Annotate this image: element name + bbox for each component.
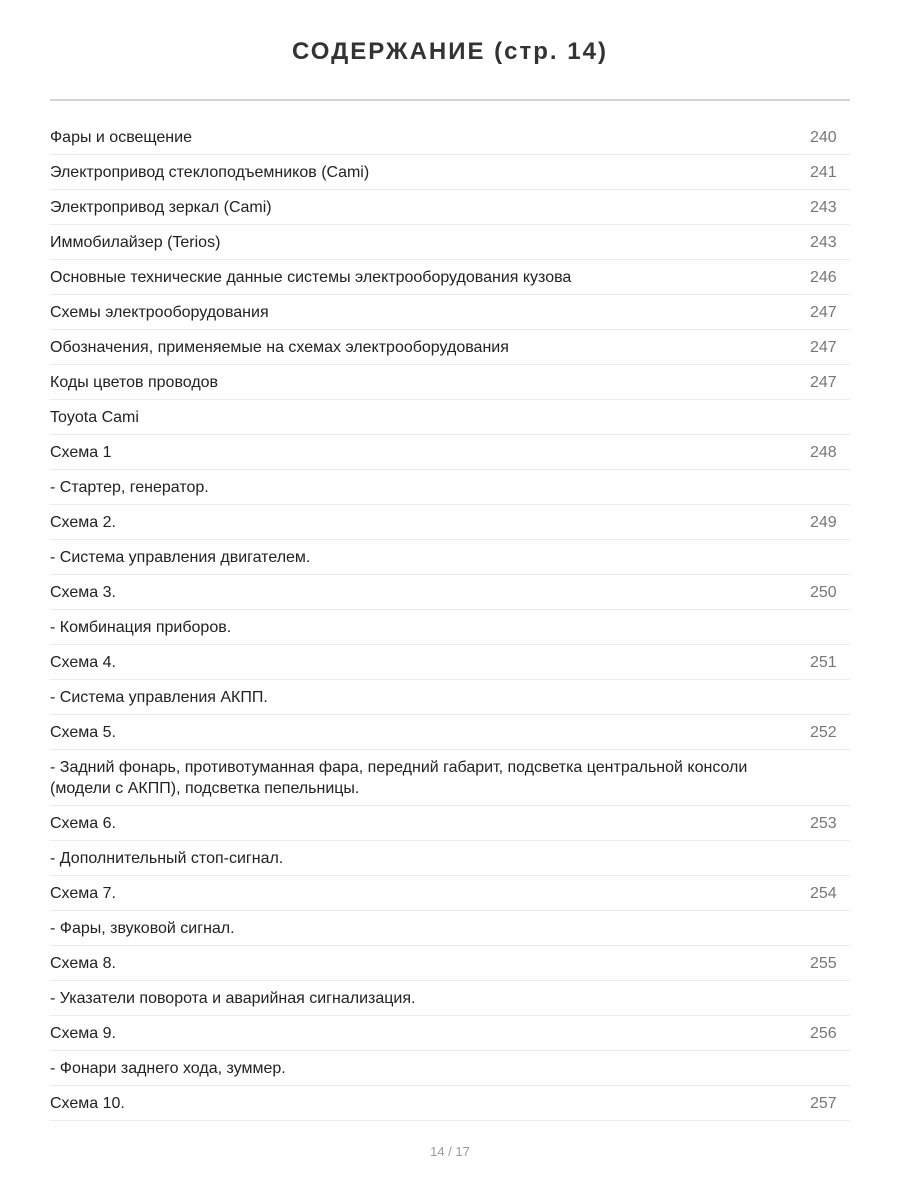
toc-entry[interactable] [50, 981, 850, 1016]
toc-entry-title: Toyota Cami [50, 409, 139, 426]
title-divider [50, 99, 850, 101]
toc-entry-page-number: 247 [810, 304, 837, 321]
toc-entry[interactable] [50, 911, 850, 946]
toc-entry-title: Обозначения, применяемые на схемах электрооборудования [50, 339, 509, 356]
toc-entry[interactable] [50, 575, 850, 610]
toc-entry-page-number: 243 [810, 199, 837, 216]
toc-entry[interactable] [50, 715, 850, 750]
toc-entry[interactable] [50, 806, 850, 841]
toc-entry[interactable] [50, 610, 850, 645]
toc-entry-title: Схема 4. [50, 654, 116, 671]
toc-entry-page-number: 246 [810, 269, 837, 286]
toc-entry[interactable] [50, 365, 850, 400]
toc-entry-title: Схема 1 [50, 444, 112, 461]
toc-entry-page-number: 250 [810, 584, 837, 601]
toc-entry-title: Схема 3. [50, 584, 116, 601]
page-counter: 14 / 17 [430, 1144, 470, 1159]
toc-entry-title: Коды цветов проводов [50, 374, 219, 391]
toc-entry[interactable] [50, 330, 850, 365]
toc-entry-page-number: 256 [810, 1025, 837, 1042]
toc-entry-title: Схема 2. [50, 514, 116, 531]
toc-entry[interactable] [50, 841, 850, 876]
toc-entry[interactable] [50, 435, 850, 470]
toc-entry-title: - Фонари заднего хода, зуммер. [50, 1060, 286, 1077]
toc-entry[interactable] [50, 1016, 850, 1051]
toc-entry-title: - Стартер, генератор. [50, 479, 209, 496]
toc-entry[interactable] [50, 155, 850, 190]
toc-entry[interactable] [50, 1086, 850, 1121]
toc-entry-page-number: 253 [810, 815, 837, 832]
toc-entry[interactable] [50, 1051, 850, 1086]
toc-entry[interactable] [50, 190, 850, 225]
toc-entry[interactable] [50, 120, 850, 155]
toc-entry-title: - Фары, звуковой сигнал. [50, 920, 235, 937]
toc-entry[interactable] [50, 400, 850, 435]
toc-entry-page-number: 254 [810, 885, 837, 902]
toc-entry-title: Схема 10. [50, 1095, 125, 1112]
toc-entry-title: Иммобилайзер (Terios) [50, 234, 221, 251]
toc-entry-title: - Система управления двигателем. [50, 549, 311, 566]
toc-entry[interactable] [50, 645, 850, 680]
toc-entry-page-number: 255 [810, 955, 837, 972]
toc-entry[interactable] [50, 876, 850, 911]
toc-entry[interactable] [50, 750, 850, 806]
toc-entry[interactable] [50, 505, 850, 540]
toc-entry-page-number: 241 [810, 164, 837, 181]
toc-entry-page-number: 247 [810, 374, 837, 391]
toc-entry-title: - Указатели поворота и аварийная сигнализация. [50, 990, 416, 1007]
toc-entry-title: - Система управления АКПП. [50, 689, 268, 706]
toc-entry-title: Фары и освещение [50, 129, 192, 146]
toc-entry[interactable] [50, 540, 850, 575]
toc-entry-title: Схема 8. [50, 955, 116, 972]
toc-entry-page-number: 251 [810, 654, 837, 671]
toc-entry-title: Схема 6. [50, 815, 116, 832]
toc-entry-title: Основные технические данные системы электрооборудования кузова [50, 269, 572, 286]
toc-entry-page-number: 243 [810, 234, 837, 251]
toc-entry[interactable] [50, 680, 850, 715]
toc-entry-title: Схема 9. [50, 1025, 116, 1042]
toc-entry-page-number: 252 [810, 724, 837, 741]
toc-entry-title: - Дополнительный стоп-сигнал. [50, 850, 284, 867]
toc-entry-page-number: 249 [810, 514, 837, 531]
toc-entry-title: Схемы электрооборудования [50, 304, 269, 321]
toc-entry[interactable] [50, 225, 850, 260]
toc-entry[interactable] [50, 295, 850, 330]
toc-entry-title: Электропривод стеклоподъемников (Cami) [50, 164, 370, 181]
toc-entry-title: - Задний фонарь, противотуманная фара, передний габарит, подсветка центральной консоли (модели с АКПП), подсветка пепельницы. [50, 759, 748, 797]
toc-entry-title: - Комбинация приборов. [50, 619, 232, 636]
toc-entry-page-number: 248 [810, 444, 837, 461]
toc-entry-title: Схема 5. [50, 724, 116, 741]
toc-entry-title: Электропривод зеркал (Cami) [50, 199, 272, 216]
page-title: СОДЕРЖАНИЕ (стр. 14) [292, 38, 608, 65]
toc-entry-title: Схема 7. [50, 885, 116, 902]
table-of-contents [50, 120, 850, 1121]
toc-entry-page-number: 247 [810, 339, 837, 356]
toc-entry[interactable] [50, 470, 850, 505]
toc-entry-page-number: 240 [810, 129, 837, 146]
toc-entry[interactable] [50, 260, 850, 295]
toc-entry[interactable] [50, 946, 850, 981]
toc-entry-page-number: 257 [810, 1095, 837, 1112]
